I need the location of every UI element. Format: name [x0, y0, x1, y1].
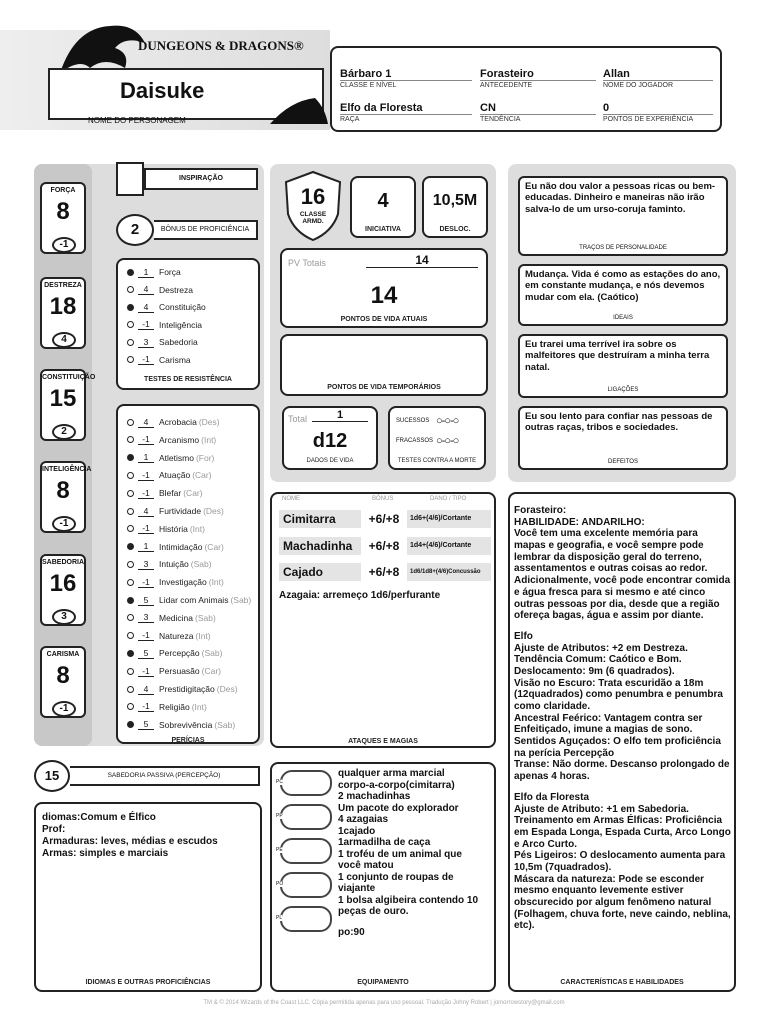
text-line: 1armadilha de caça — [338, 837, 431, 848]
skill-name: Atletismo — [159, 452, 194, 463]
skill-name: Intimidação — [159, 541, 203, 552]
text-line: você matou — [338, 860, 394, 871]
hit-dice-total[interactable]: 1 — [312, 409, 368, 422]
proficiency-dot[interactable] — [127, 454, 134, 461]
skill-row[interactable] — [127, 468, 262, 482]
dragon-tail-icon — [270, 96, 330, 126]
skill-attr: (Sab) — [190, 559, 212, 570]
skill-row[interactable] — [127, 451, 262, 465]
ac-label: CLASSE ARMD. — [299, 211, 327, 225]
skill-value[interactable]: 4 — [138, 417, 154, 428]
save-value[interactable]: 4 — [138, 284, 154, 295]
skill-attr: (Car) — [183, 488, 203, 499]
skill-name: Arcanismo — [159, 434, 200, 445]
text-line: diomas:Comum e Élfico — [42, 812, 156, 823]
skill-attr: (Sab) — [230, 595, 252, 605]
ideals-text: Mudança. Vida é como as estações do ano, em constante mudança, e nós devemos mudar com ela. (Caótico) — [525, 269, 721, 303]
save-row[interactable] — [127, 300, 262, 314]
skill-attr: (Des) — [198, 417, 220, 427]
text-line: 1 bolsa algibeira contendo 10 — [338, 894, 479, 906]
proficiency-dot[interactable] — [127, 721, 134, 728]
coin-pe[interactable]: PE — [280, 838, 332, 864]
skill-attr: (Car) — [201, 666, 221, 677]
equipment-text[interactable] — [338, 768, 492, 938]
proficiency-dot[interactable] — [127, 508, 134, 515]
charisma-score[interactable]: 8 — [56, 662, 70, 689]
coin-pc[interactable]: PC — [280, 770, 332, 796]
coin-pp[interactable]: PP — [280, 804, 332, 830]
skill-value[interactable]: 1 — [138, 541, 154, 552]
xp-value[interactable]: 0 — [603, 102, 610, 114]
attribute-constitution: CONSTITUIÇÃO 15 2 — [40, 369, 86, 441]
skill-row[interactable] — [127, 682, 262, 696]
ideals-label: IDEAIS — [613, 314, 633, 321]
text-line: Tendência Comum: Caótico e Bom. — [514, 654, 682, 666]
text-line — [338, 918, 492, 927]
skill-row[interactable] — [127, 486, 262, 500]
attribute-dexterity: DESTREZA 18 4 — [40, 277, 86, 349]
proficiency-dot[interactable] — [127, 579, 134, 586]
proficiency-dot[interactable] — [127, 686, 134, 693]
death-fail-circles[interactable]: ○-○-○ — [436, 435, 459, 447]
skill-attr: (Car) — [192, 470, 212, 481]
dexterity-mod[interactable]: 4 — [52, 332, 76, 348]
character-name-label: NOME DO PERSONAGEM — [88, 116, 186, 125]
attack-row[interactable]: Cimitarra +6/+8 1d6+(4/6)/Cortante — [279, 510, 491, 528]
skill-name: Religião — [159, 701, 190, 712]
constitution-score[interactable]: 15 — [49, 385, 77, 412]
bonds-text: Eu trarei uma terrível ira sobre os malfeitores que destruíram a minha terra natal. — [525, 339, 710, 373]
text-line: Ancestral Feérico: Vantagem contra ser Enfeitiçado, imune a magias de sono. — [514, 712, 703, 736]
save-name: Constituição — [159, 302, 206, 312]
strength-mod[interactable]: -1 — [52, 237, 76, 253]
text-line: Deslocamento: 9m (6 quadrados). — [514, 665, 675, 677]
intelligence-mod[interactable]: -1 — [52, 516, 76, 532]
skill-attr: (Des) — [203, 506, 224, 516]
text-line: 1 conjunto de roupas de — [338, 871, 454, 883]
skill-row[interactable] — [127, 433, 262, 447]
death-fail-label: FRACASSOS — [396, 438, 434, 444]
attacks-col-bonus: BÔNUS — [372, 496, 394, 502]
skill-row[interactable] — [127, 611, 262, 625]
skill-name: Sobrevivência — [159, 719, 213, 730]
proficiencies-text[interactable] — [42, 812, 256, 860]
save-value[interactable]: 4 — [138, 302, 154, 313]
attacks-col-name: NOME — [282, 496, 300, 502]
xp-label: PONTOS DE EXPERIÊNCIA — [603, 114, 713, 123]
text-line: Pés Ligeiros: O deslocamento aumenta para 10,5m (7quadrados). — [514, 850, 726, 873]
skill-name: Prestidigitação — [159, 684, 215, 694]
text-line: qualquer arma marcial — [338, 768, 445, 779]
text-line: Armaduras: leves, médias e escudos — [42, 836, 218, 847]
hp-max-value[interactable]: 14 — [366, 253, 478, 268]
text-line: 1 troféu de um animal que — [338, 848, 462, 860]
skill-row[interactable] — [127, 557, 262, 571]
proficiency-dot[interactable] — [127, 668, 134, 675]
dexterity-score[interactable]: 18 — [49, 293, 77, 320]
skill-value[interactable]: -1 — [138, 577, 154, 588]
death-saves-label: TESTES CONTRA A MORTE — [397, 458, 477, 464]
hit-dice-value[interactable]: d12 — [312, 430, 348, 452]
skill-attr: (Sab) — [201, 648, 223, 659]
skill-name: História — [159, 523, 188, 534]
skill-value[interactable]: -1 — [138, 630, 154, 641]
alignment-label: TENDÊNCIA — [480, 114, 596, 123]
skill-name: Persuasão — [159, 666, 200, 677]
speed-label: DESLOC. — [439, 226, 471, 233]
skill-value[interactable]: 5 — [138, 648, 154, 659]
attack-row[interactable]: Machadinha +6/+8 1d4+(4/6)/Cortante — [279, 537, 491, 555]
save-value[interactable]: -1 — [138, 354, 154, 365]
proficiency-dot[interactable] — [127, 269, 134, 276]
attribute-wisdom: SABEDORIA 16 3 — [40, 554, 86, 626]
save-value[interactable]: 1 — [138, 267, 154, 278]
skill-attr: (Car) — [204, 541, 224, 552]
text-line: Armas: simples e marciais — [42, 848, 169, 859]
text-line: Ajuste de Atributos: +2 em Destreza. — [514, 642, 688, 654]
text-line: Máscara da natureza: Pode se esconder mesmo enquanto levemente estiver obscurecido por algum fenômeno natural (Folhagem, chuva forte, neve caindo, neblina, etc). — [514, 873, 731, 932]
skill-name: Natureza — [159, 630, 194, 641]
save-row[interactable] — [127, 353, 262, 367]
attacks-notes[interactable]: Azagaia: arremeço 1d6/perfurante — [279, 590, 441, 601]
hp-max-label: PV Totais — [288, 258, 326, 268]
skill-name: Investigação — [159, 577, 207, 588]
class-level-label: CLASSE E NÍVEL — [340, 80, 472, 89]
save-name: Sabedoria — [159, 337, 198, 347]
personality-box[interactable] — [518, 176, 728, 256]
text-line: Prof: — [42, 824, 66, 835]
text-line: Sentidos Aguçados: O elfo tem proficiência na perícia Percepção — [514, 736, 721, 759]
text-line: 2 machadinhas — [338, 791, 411, 802]
skill-attr: (Int) — [189, 523, 205, 534]
skill-row[interactable] — [127, 646, 262, 660]
hp-current-label: PONTOS DE VIDA ATUAIS — [340, 316, 428, 323]
text-line: Elfo — [514, 630, 533, 642]
initiative-label: INICIATIVA — [365, 226, 401, 233]
skill-attr: (For) — [195, 452, 215, 463]
inspiration-label: INSPIRAÇÃO — [144, 168, 258, 190]
class-level-value[interactable]: Bárbaro 1 — [340, 68, 392, 80]
wisdom-mod[interactable]: 3 — [52, 609, 76, 625]
hp-temp-label: PONTOS DE VIDA TEMPORÁRIOS — [327, 384, 441, 391]
skill-row[interactable] — [127, 504, 262, 518]
skill-name: Intuição — [159, 559, 189, 570]
text-line: Transe: Não dorme. Descanso prolongado de apenas 4 horas. — [514, 759, 730, 783]
proficiency-dot[interactable] — [127, 286, 134, 293]
skill-attr: (Des) — [216, 684, 238, 694]
proficiency-dot[interactable] — [127, 597, 134, 604]
skill-value[interactable]: -1 — [138, 488, 154, 499]
wisdom-score[interactable]: 16 — [49, 570, 77, 597]
intelligence-score[interactable]: 8 — [56, 477, 70, 504]
death-success-circles[interactable]: ○-○-○ — [436, 415, 459, 427]
personality-text: Eu não dou valor a pessoas ricas ou bem-educadas. Dinheiro e maneiras não irão salva-lo de um urso-coruja faminto. — [525, 181, 716, 215]
text-line: Forasteiro: — [514, 505, 567, 516]
text-line: Visão no Escuro: Trata escuridão a 18m (12quadrados) como penumbra e penumbra como claridade. — [514, 677, 723, 712]
text-line: Treinamento em Armas Élficas: Proficiência em Espada Longa, Espada Curta, Arco Longo e Arco Curto. — [514, 815, 731, 850]
skill-row[interactable] — [127, 540, 262, 554]
proficiency-dot[interactable] — [127, 436, 134, 443]
attacks-box — [270, 492, 496, 748]
proficiency-dot[interactable] — [127, 321, 134, 328]
skill-row[interactable] — [127, 718, 262, 732]
save-name: Destreza — [159, 284, 194, 295]
background-label: ANTECEDENTE — [480, 80, 596, 89]
text-line — [514, 622, 732, 631]
features-label: CARACTERÍSTICAS E HABILIDADES — [560, 979, 684, 986]
ideals-box[interactable] — [518, 264, 728, 326]
hit-dice-label: DADOS DE VIDA — [306, 458, 354, 464]
save-value[interactable]: -1 — [138, 319, 154, 330]
inspiration-box[interactable] — [116, 162, 144, 196]
player-label: NOME DO JOGADOR — [603, 80, 713, 89]
constitution-mod[interactable]: 2 — [52, 424, 76, 440]
proficiency-dot[interactable] — [127, 703, 134, 710]
skill-value[interactable]: 4 — [138, 684, 154, 695]
skill-value[interactable]: 1 — [138, 452, 154, 463]
save-name: Carisma — [159, 354, 191, 365]
text-line — [514, 783, 732, 792]
text-line: Elfo da Floresta — [514, 791, 590, 803]
footer-text: TM & © 2014 Wizards of the Coast LLC. Cópia permitida apenas para uso pessoal. Tradução Johny Robert | jomorrowstory@gmail.com — [203, 1000, 565, 1006]
skill-value[interactable]: -1 — [138, 434, 154, 445]
skill-attr: (Sab) — [214, 719, 236, 730]
proficiency-label: BÔNUS DE PROFICIÊNCIA — [154, 220, 258, 240]
passive-label: SABEDORIA PASSIVA (PERCEPÇÃO) — [70, 766, 260, 786]
save-name: Força — [159, 267, 181, 277]
race-label: RAÇA — [340, 114, 472, 123]
hit-dice-total-label: Total — [288, 414, 308, 424]
text-line: Ajuste de Atributo: +1 em Sabedoria. — [514, 803, 689, 815]
equipment-label: EQUIPAMENTO — [357, 979, 409, 986]
skill-row[interactable] — [127, 664, 262, 678]
strength-score[interactable]: 8 — [56, 198, 70, 225]
skill-value[interactable]: 4 — [138, 506, 154, 517]
skill-value[interactable]: -1 — [138, 701, 154, 712]
character-name[interactable]: Daisuke — [120, 78, 205, 103]
proficiency-dot[interactable] — [127, 632, 134, 639]
proficiency-dot[interactable] — [127, 472, 134, 479]
coin-pl[interactable]: PL — [280, 906, 332, 932]
skill-value[interactable]: 5 — [138, 595, 154, 606]
proficiency-dot[interactable] — [127, 525, 134, 532]
player-value[interactable]: Allan — [603, 68, 630, 80]
save-row[interactable] — [127, 335, 262, 349]
personality-label: TRAÇOS DE PERSONALIDADE — [579, 244, 667, 251]
skill-attr: (Int) — [195, 630, 211, 641]
logo-text: DUNGEONS & DRAGONS® — [138, 38, 304, 53]
text-line: corpo-a-corpo(cimitarra) — [338, 779, 455, 791]
text-line: Um pacote do explorador — [338, 802, 459, 814]
save-name: Inteligência — [159, 319, 203, 330]
skills-label: PERÍCIAS — [171, 737, 205, 744]
proficiency-dot[interactable] — [127, 490, 134, 497]
bonds-box[interactable] — [518, 334, 728, 398]
skill-row[interactable] — [127, 415, 262, 429]
features-text[interactable] — [514, 505, 732, 932]
attacks-label: ATAQUES E MAGIAS — [348, 738, 418, 745]
ac-value[interactable]: 16 — [300, 184, 326, 209]
proficiency-dot[interactable] — [127, 356, 134, 363]
death-success-label: SUCESSOS — [396, 418, 430, 424]
skill-attr: (Sab) — [195, 612, 216, 623]
text-line: HABILIDADE: ANDARILHO: — [514, 516, 645, 528]
alignment-value[interactable]: CN — [480, 102, 496, 114]
race-value[interactable]: Elfo da Floresta — [340, 102, 423, 114]
proficiency-dot[interactable] — [127, 614, 134, 621]
proficiency-dot[interactable] — [127, 543, 134, 550]
skill-row[interactable] — [127, 522, 262, 536]
text-line: Você tem uma excelente memória para mapas e geografia, e você sempre pode lembrar da disposição geral do terreno, assentamentos e outras coisas ao redor. Adicionalmente, você pode encontrar comida e água fresca para si mesmo e até cinco outras pessoas por dia, desde que a região ofereça bagas, água e assim por diante. — [514, 528, 731, 622]
save-row[interactable] — [127, 318, 262, 332]
skill-row[interactable] — [127, 593, 262, 607]
skill-row[interactable] — [127, 575, 262, 589]
skill-name: Medicina — [159, 612, 194, 623]
passive-value[interactable]: 15 — [34, 760, 70, 792]
save-row[interactable] — [127, 283, 262, 297]
proficiency-dot[interactable] — [127, 650, 134, 657]
save-row[interactable] — [127, 265, 262, 279]
attribute-charisma: CARISMA 8 -1 — [40, 646, 86, 718]
skill-value[interactable]: 3 — [138, 559, 154, 570]
proficiency-value[interactable]: 2 — [116, 214, 154, 246]
text-line: peças de ouro. — [338, 906, 409, 917]
attack-row[interactable]: Cajado +6/+8 1d6/1d8+(4/6)Concussão — [279, 563, 491, 581]
charisma-mod[interactable]: -1 — [52, 701, 76, 717]
attacks-col-damage: DANO / TIPO — [430, 496, 467, 502]
flaws-label: DEFEITOS — [608, 458, 638, 465]
coin-po[interactable]: PO — [280, 872, 332, 898]
text-line: 4 azagaias — [338, 814, 389, 825]
skill-value[interactable]: 5 — [138, 719, 154, 730]
text-line: 1cajado — [338, 825, 376, 837]
proficiency-dot[interactable] — [127, 339, 134, 346]
skill-name: Atuação — [159, 470, 191, 481]
attribute-strength: FORÇA 8 -1 — [40, 182, 86, 254]
proficiencies-label: IDIOMAS E OUTRAS PROFICIÊNCIAS — [85, 979, 211, 986]
text-line: viajante — [338, 883, 376, 894]
flaws-text: Eu sou lento para confiar nas pessoas de outras raças, tribos e sociedades. — [525, 411, 713, 434]
skill-attr: (Int) — [191, 701, 207, 712]
flaws-box[interactable] — [518, 406, 728, 470]
saves-label: TESTES DE RESISTÊNCIA — [144, 376, 232, 383]
skill-name: Lidar com Animais — [159, 595, 229, 605]
hp-current-value[interactable]: 14 — [370, 282, 398, 309]
skill-row[interactable] — [127, 700, 262, 714]
text-line: po:90 — [338, 926, 365, 938]
skill-attr: (Int) — [208, 577, 224, 588]
save-value[interactable]: 3 — [138, 337, 154, 348]
skill-name: Percepção — [159, 648, 200, 659]
skill-name: Acrobacia — [159, 417, 197, 427]
skill-row[interactable] — [127, 629, 262, 643]
attribute-intelligence: INTELIGÊNCIA 8 -1 — [40, 461, 86, 533]
proficiency-dot[interactable] — [127, 419, 134, 426]
skill-value[interactable]: -1 — [138, 523, 154, 534]
bonds-label: LIGAÇÕES — [607, 386, 639, 393]
initiative-value[interactable]: 4 — [377, 190, 389, 212]
background-value[interactable]: Forasteiro — [480, 68, 534, 80]
speed-value[interactable]: 10,5M — [432, 192, 478, 209]
skill-value[interactable]: 3 — [138, 612, 154, 623]
skill-attr: (Int) — [201, 434, 217, 445]
proficiency-dot[interactable] — [127, 561, 134, 568]
skill-value[interactable]: -1 — [138, 666, 154, 677]
proficiency-dot[interactable] — [127, 304, 134, 311]
skill-name: Furtividade — [159, 506, 202, 516]
skill-name: Blefar — [159, 488, 182, 499]
skill-value[interactable]: -1 — [138, 470, 154, 481]
